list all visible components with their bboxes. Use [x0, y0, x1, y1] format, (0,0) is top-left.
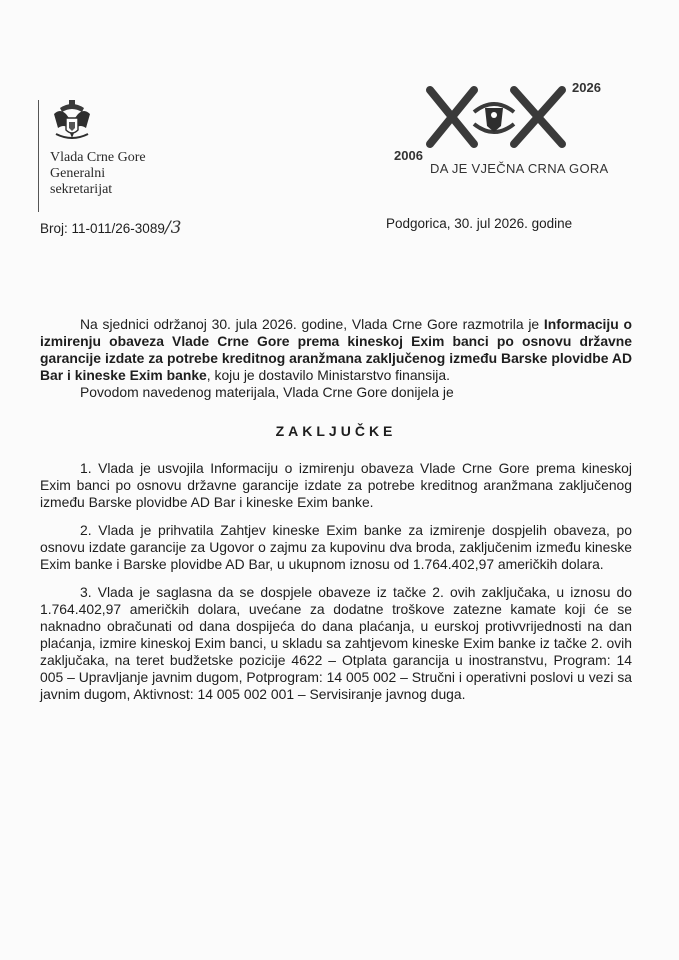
intro-bold-title: Informaciju o izmirenju obaveza Vlade Crne Gore prema kineskoj Exim banci po osnovu državne garancije izdate za potrebe kreditnog aranžmana zaključenog između Barske plovidbe AD Bar i kineske Exim banke: [40, 316, 632, 383]
conclusion-3: 3. Vlada je saglasna da se dospjele obaveze iz tačke 2. ovih zaključaka, u iznosu do 1.764.402,97 američkih dolara, uvećane za dodatne troškove zatezne kamate koji će se naknadno obračunati od dana dospijeća do dana plaćanja, u eurskoj protivvrijednosti na dan plaćanja, izmire kineskoj Exim banci, u skladu sa zahtjevom kineske Exim banke iz tačke 2. ovih zaključaka, na teret budžetske pozicije 4622 – Otplata garancija u inostranstvu, Program: 14 005 – Upravljanje javnim dugom, Potprogram: 14 005 002 – Stručni i operativni poslovi u vezi sa javnim dugom, Aktivnost: 14 005 002 001 – Servisiranje javnog duga.: [40, 584, 632, 702]
header-vertical-rule: [38, 100, 39, 212]
reference-prefix: Broj: 11-011/26-3089: [40, 221, 165, 236]
org-line-2: Generalni: [50, 166, 106, 181]
logo-year-end: 2026: [572, 80, 601, 95]
intro-end: , koju je dostavilo Ministarstvo finansija.: [206, 367, 450, 383]
intro-adopted: Povodom navedenog materijala, Vlada Crne Gore donijela je: [80, 384, 454, 400]
coat-of-arms-icon: [50, 98, 94, 144]
document-body: [40, 316, 632, 703]
logo-motto: DA JE VJEČNA CRNA GORA: [430, 161, 609, 176]
conclusion-1: 1. Vlada je usvojila Informaciju o izmirenju obaveza Vlade Crne Gore prema kineskoj Exim banci po osnovu državne garancije izdate za potrebe kreditnog aranžmana zaključenog između Barske plovidbe AD Bar i kineske Exim banke.: [40, 460, 632, 510]
place-date: Podgorica, 30. jul 2026. godine: [386, 216, 573, 231]
intro-paragraph: [40, 316, 632, 384]
org-line-3: sekretarijat: [50, 182, 113, 197]
conclusion-2: 2. Vlada je prihvatila Zahtjev kineske Exim banke za izmirenje dospjelih obaveza, po osnovu izdate garancije za Ugovor o zajmu za kupovinu dva broda, zaključenim između kineske Exim banke i Barske plovidbe AD Bar, u ukupnom iznosu od 1.764.402,97 američkih dolara.: [40, 522, 632, 572]
conclusions-heading: ZAKLJUČKE: [275, 423, 397, 439]
reference-handwritten: /3: [164, 218, 182, 238]
intro-start: Na sjednici održanoj 30. jula 2026. godine, Vlada Crne Gore razmotrila je: [80, 316, 544, 332]
logo-year-start: 2006: [394, 148, 423, 163]
organization-block: [50, 150, 146, 198]
org-line-1: Vlada Crne Gore: [50, 150, 146, 165]
reference-number: [40, 218, 181, 238]
